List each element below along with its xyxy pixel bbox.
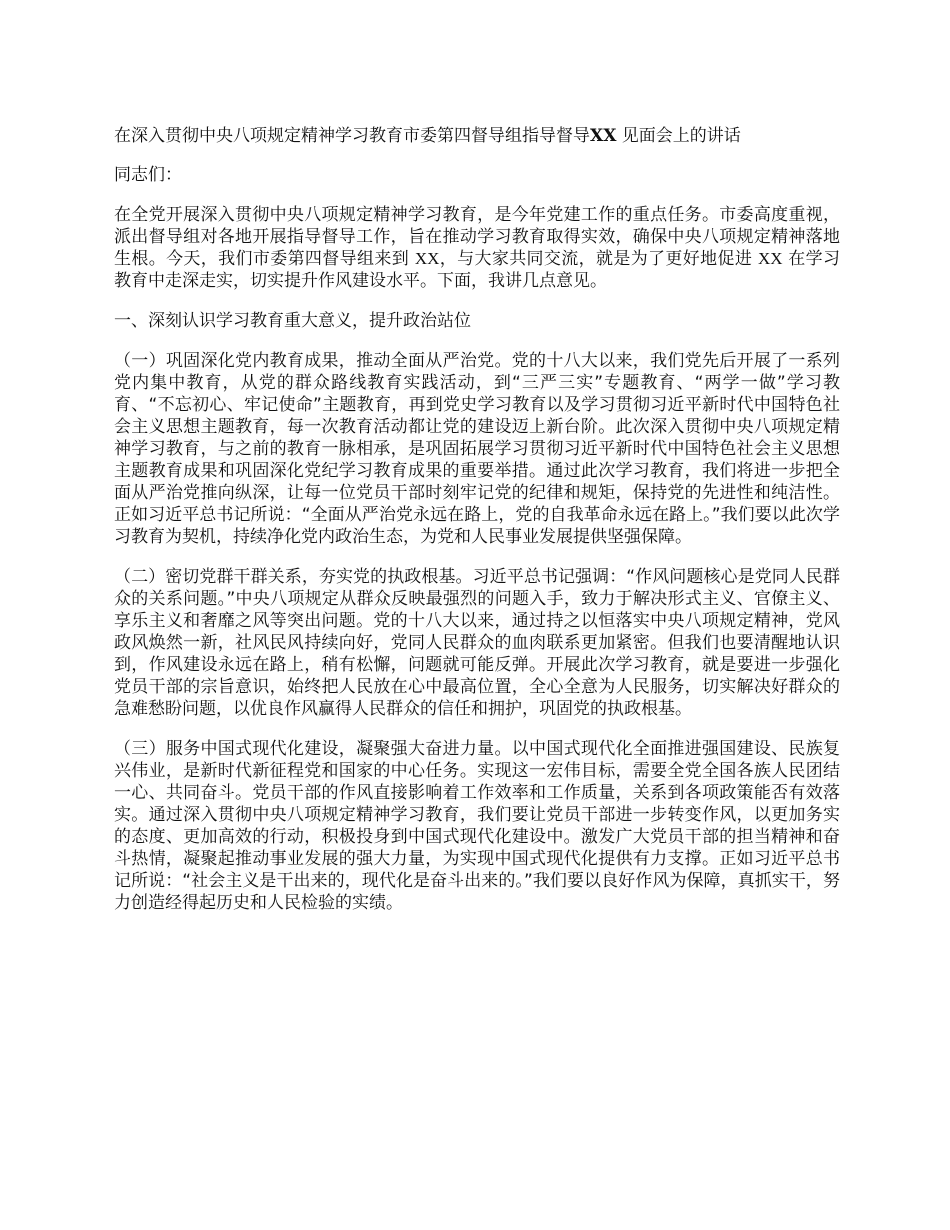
section-heading: 一、深刻认识学习教育重大意义，提升政治站位 [114,311,471,331]
intro-text: 在全党开展深入贯彻中央八项规定精神学习教育，是今年党建工作的重点任务。市委高度重视，派出督导组对各地开展指导督导工作，旨在推动学习教育取得实效，确保中央八项规定精神落地生根。今天，我们市委第四督导组来到 [114,205,840,269]
intro-paragraph [114,204,840,292]
salutation: 同志们： [114,165,182,185]
title-text: 在深入贯彻中央八项规定精神学习教育市委第四督导组指导督导 [114,126,590,146]
document-title [114,125,840,147]
title-placeholder-xx: XX [590,126,617,146]
document-page [114,125,840,932]
intro-text-mid: ，与大家共同交流，就是为了更好地促进 [439,249,753,269]
body-paragraph-1: （一）巩固深化党内教育成果，推动全面从严治党。党的十八大以来，我们党先后开展了一系列党内集中教育，从党的群众路线教育实践活动，到“三严三实”专题教育、“两学一做”学习教育、“不忘初心、牢记使命”主题教育，再到党史学习教育以及学习贯彻习近平新时代中国特色社会主义思想主题教育，每一次教育活动都让党的建设迈上新台阶。此次深入贯彻中央八项规定精神学习教育，与之前的教育一脉相承，是巩固拓展学习贯彻习近平新时代中国特色社会主义思想主题教育成果和巩固深化党纪学习教育成果的重要举措。通过此次学习教育，我们将进一步把全面从严治党推向纵深，让每一位党员干部时刻牢记党的纪律和规矩，保持党的先进性和纯洁性。正如习近平总书记所说：“全面从严治党永远在路上，党的自我革命永远在路上。”我们要以此次学习教育为契机，持续净化党内政治生态，为党和人民事业发展提供坚强保障。 [114,351,840,547]
body-paragraph-2: （二）密切党群干群关系，夯实党的执政根基。习近平总书记强调：“作风问题核心是党同人民群众的关系问题。”中央八项规定从群众反映最强烈的问题入手，致力于解决形式主义、官僚主义、享乐主义和奢靡之风等突出问题。党的十八大以来，通过持之以恒落实中央八项规定精神，党风政风焕然一新，社风民风持续向好，党同人民群众的血肉联系更加紧密。但我们也要清醒地认识到，作风建设永远在路上，稍有松懈，问题就可能反弹。开展此次学习教育，就是要进一步强化党员干部的宗旨意识，始终把人民放在心中最高位置，全心全意为人民服务，切实解决好群众的急难愁盼问题，以优良作风赢得人民群众的信任和拥护，巩固党的执政根基。 [114,567,840,719]
intro-placeholder-xx-2: XX [757,249,783,268]
intro-placeholder-xx: XX [414,249,440,268]
body-paragraph-3: （三）服务中国式现代化建设，凝聚强大奋进力量。以中国式现代化全面推进强国建设、民族复兴伟业，是新时代新征程党和国家的中心任务。实现这一宏伟目标，需要全党全国各族人民团结一心、共同奋斗。党员干部的作风直接影响着工作效率和工作质量，关系到各项政策能否有效落实。通过深入贯彻中央八项规定精神学习教育，我们要让党员干部进一步转变作风，以更加务实的态度、更加高效的行动，积极投身到中国式现代化建设中。激发广大党员干部的担当精神和奋斗热情，凝聚起推动事业发展的强大力量，为实现中国式现代化提供有力支撑。正如习近平总书记所说：“社会主义是干出来的，现代化是奋斗出来的。”我们要以良好作风为保障，真抓实干，努力创造经得起历史和人民检验的实绩。 [114,739,840,913]
intro-text-end: 在学习教育中走深走实，切实提升作风建设水平。下面，我讲几点意见。 [114,249,841,291]
title-text-suffix: 见面会上的讲话 [621,126,741,146]
